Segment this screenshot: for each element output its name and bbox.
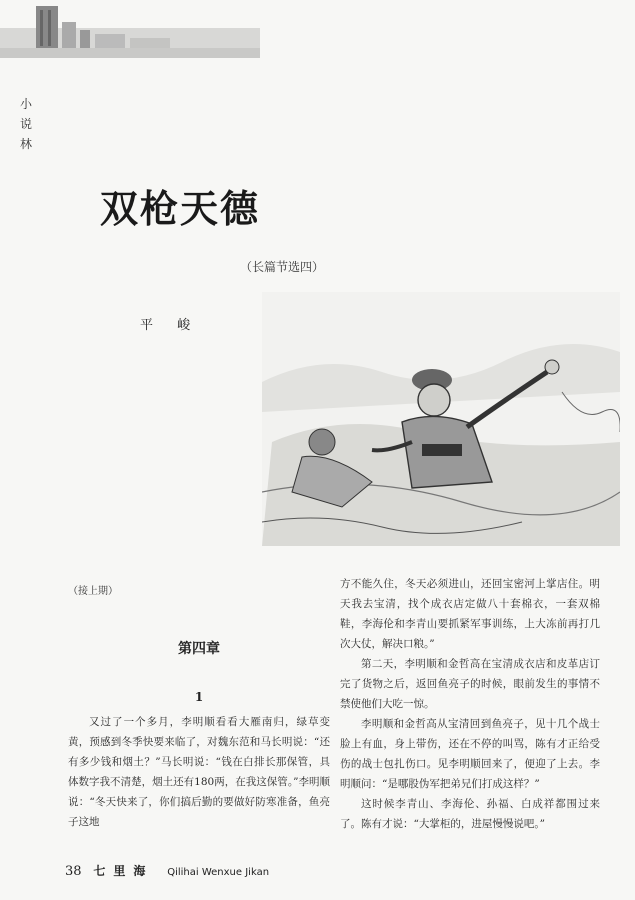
section-tag-char: 说: [19, 117, 32, 131]
section-tag-char: 林: [19, 137, 32, 151]
paragraph: 这时候李青山、李海伦、孙福、白成祥都围过来了。陈有才说：“大掌柜的，进屋慢慢说吧。”: [340, 798, 600, 830]
section-tag: [18, 94, 34, 154]
paragraph: 方不能久住，冬天必须进山，还回宝密河上掌店住。明天我去宝清，找个成衣店定做八十套棉衣，一套双棉鞋，李海伦和李青山要抓紧军事训练，上大冻前再打几次大仗，解决口粮。”: [340, 578, 600, 650]
header-skyline-art: [0, 0, 260, 58]
section-number: 1: [194, 690, 204, 704]
continued-note: （接上期）: [68, 586, 118, 597]
chapter-title: 第四章: [178, 641, 220, 657]
paragraph: 又过了一个多月，李明顺看看大雁南归，绿草变黄，预感到冬季快要来临了，对魏东范和马长明说：“还有多少钱和烟土？”马长明说：“钱在白排长那保管，具体数字我不清楚，烟土还有180两，在我这保管。”李明顺说：“冬天快来了，你们搞后勤的要做好防寒准备，鱼亮子这地: [68, 716, 330, 828]
story-title: 双枪天德: [100, 187, 261, 231]
paragraph: 第二天，李明顺和金哲高在宝清成衣店和皮革店订完了货物之后，返回鱼亮子的时候，眼前发生的事情不禁使他们大吃一惊。: [340, 658, 600, 710]
right-column-text: [340, 574, 600, 834]
page-footer: [65, 862, 269, 879]
magazine-name: 七里海: [93, 864, 154, 878]
story-subtitle: （长篇节选四）: [240, 260, 325, 274]
author-name: 平 峻: [140, 318, 201, 333]
section-tag-char: 小: [19, 97, 32, 111]
magazine-name-en: Qilihai Wenxue Jikan: [167, 867, 270, 878]
soldiers-illustration: [262, 292, 620, 546]
page-number: 38: [65, 864, 82, 879]
paragraph: 李明顺和金哲高从宝清回到鱼亮子，见十几个战士脸上有血，身上带伤，还在不停的叫骂，陈有才正给受伤的战士包扎伤口。见李明顺回来了，便迎了上去。李明顺问：“是哪股伪军把弟兄们打成这样？”: [340, 718, 600, 790]
left-column-text: [68, 712, 330, 832]
